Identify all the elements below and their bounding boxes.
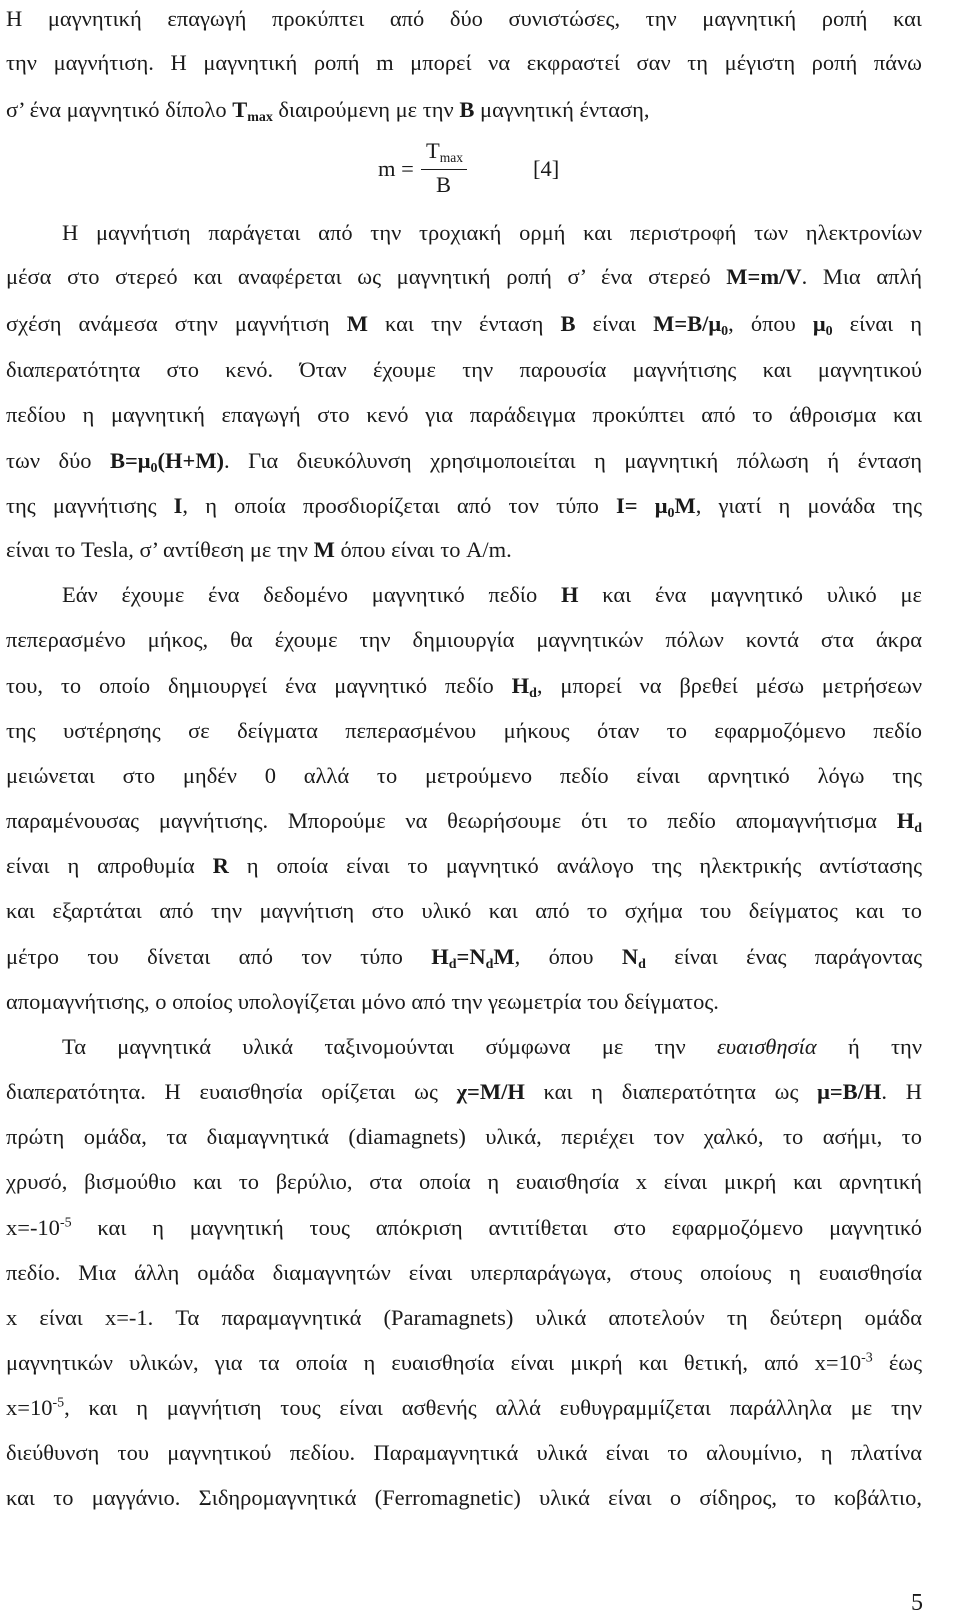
equation-lhs: m = xyxy=(378,156,414,181)
paragraph-line: διαπερατότητα στο κενό. Όταν έχουμε την παρουσία μαγνήτισης και μαγνητικού xyxy=(6,357,922,382)
paragraph-line: μέτρο του δίνεται από τον τύπο $H_d=N_dM$, όπου $N_d$ είναι ένας παράγοντας xyxy=(6,944,923,973)
paragraph-line: χρυσό, βισμούθιο και το βερύλιο, στα οποία η ευαισθησία x είναι μικρή και αρνητική xyxy=(6,1169,922,1194)
equation-denominator: B xyxy=(436,172,452,197)
paragraph-line: πρώτη ομάδα, τα διαμαγνητικά (diamagnets) υλικά, περιέχει τον χαλκό, το ασήμι, το xyxy=(6,1124,922,1149)
paragraph-line: είναι η απροθυμία R η οποία είναι το μαγνητικό ανάλογο της ηλεκτρικής αντίστασης xyxy=(6,853,922,878)
paragraph-line: x είναι x=-1. Τα παραμαγνητικά (Paramagnets) υλικά αποτελούν τη δεύτερη ομάδα xyxy=(6,1305,922,1330)
paragraph-line: Η μαγνητική επαγωγή προκύπτει από δύο συνιστώσες, την μαγνητική ροπή και xyxy=(6,6,922,31)
paragraph-line: μειώνεται στο μηδέν 0 αλλά το μετρούμενο πεδίο είναι αρνητικό λόγω της xyxy=(6,763,922,788)
paragraph-line: σ’ ένα μαγνητικό δίπολο $T_{max}$ διαιρούμενη με την B μαγνητική ένταση, xyxy=(6,97,650,126)
paragraph-line: $x=-10^{-5}$ και η μαγνητική τους απόκριση αντιτίθεται στο εφαρμοζόμενο μαγνητικό xyxy=(6,1215,922,1240)
paragraph-line: πεδίο. Μια άλλη ομάδα διαμαγνητών είναι υπερπαράγωγα, στους οποίους η ευαισθησία xyxy=(6,1260,922,1285)
paragraph-line: διεύθυνση του μαγνητικού πεδίου. Παραμαγνητικά υλικά είναι το αλουμίνιο, η πλατίνα xyxy=(6,1440,922,1465)
paragraph-line: της μαγνήτισης I, η οποία προσδιορίζεται από τον τύπο $I= \mu_0M$, γιατί η μονάδα της xyxy=(6,493,922,522)
paragraph-line: πεδίου η μαγνητική επαγωγή στο κενό για παράδειγμα προκύπτει από το άθροισμα και xyxy=(6,402,922,427)
equation-numerator: $T_{max}$ xyxy=(426,138,463,166)
paragraph-line: και εξαρτάται από την μαγνήτιση στο υλικό και από το σχήμα του δείγματος και το xyxy=(6,898,922,923)
paragraph-line: της υστέρησης σε δείγματα πεπερασμένου μήκους όταν το εφαρμοζόμενο πεδίο xyxy=(6,718,922,743)
paragraph-line: των δύο $B=\mu_0(H+M)$. Για διευκόλυνση χρησιμοποιείται η μαγνητική πόλωση ή ένταση xyxy=(6,448,922,477)
paragraph-line: του, το οποίο δημιουργεί ένα μαγνητικό πεδίο $H_d$, μπορεί να βρεθεί μέσω μετρήσεων xyxy=(6,673,922,702)
paragraph-line: διαπερατότητα. Η ευαισθησία ορίζεται ως χ=M/H και η διαπερατότητα ως μ=B/H. Η xyxy=(6,1079,923,1104)
paragraph-line: Τα μαγνητικά υλικά ταξινομούνται σύμφωνα με την ευαισθησία ή την xyxy=(62,1034,922,1059)
paragraph-line: παραμένουσας μαγνήτισης. Μπορούμε να θεωρήσουμε ότι το πεδίο απομαγνήτισμα $H_d$ xyxy=(6,808,922,837)
paragraph-line: είναι το Tesla, σ’ αντίθεση με την M όπου είναι το A/m. xyxy=(6,537,512,562)
paragraph-line: μαγνητικών υλικών, για τα οποία η ευαισθησία είναι μικρή και θετική, από $x=10^{-3}$ έως xyxy=(6,1350,922,1375)
equation-4 xyxy=(0,138,960,204)
paragraph-line: την μαγνήτιση. Η μαγνητική ροπή m μπορεί να εκφραστεί σαν τη μέγιστη ροπή πάνω xyxy=(6,50,922,75)
paragraph-line: πεπερασμένο μήκος, θα έχουμε την δημιουργία μαγνητικών πόλων κοντά στα άκρα xyxy=(6,627,922,652)
paragraph-line: μέσα στο στερεό και αναφέρεται ως μαγνητική ροπή σ’ ένα στερεό M=m/V. Μια απλή xyxy=(6,264,922,289)
paragraph-line: απομαγνήτισης, ο οποίος υπολογίζεται μόνο από την γεωμετρία του δείγματος. xyxy=(6,989,719,1014)
page-number: 5 xyxy=(911,1590,923,1616)
fraction-bar xyxy=(421,169,467,170)
paragraph-line: Εάν έχουμε ένα δεδομένο μαγνητικό πεδίο H και ένα μαγνητικό υλικό με xyxy=(62,582,923,607)
paragraph-line: $x=10^{-5}$, και η μαγνήτιση τους είναι ασθενής αλλά ευθυγραμμίζεται παράλληλα με την xyxy=(6,1395,922,1420)
paragraph-line: και το μαγγάνιο. Σιδηρομαγνητικά (Ferromagnetic) υλικά είναι ο σίδηρος, το κοβάλτιο, xyxy=(6,1485,922,1510)
paragraph-line: Η μαγνήτιση παράγεται από την τροχιακή ορμή και περιστροφή των ηλεκτρονίων xyxy=(62,220,922,245)
equation-reference: [4] xyxy=(533,156,560,181)
paragraph-line: σχέση ανάμεσα στην μαγνήτιση M και την ένταση B είναι $M=B/\mu_0$, όπου $\mu_0$ είναι η xyxy=(6,311,922,340)
